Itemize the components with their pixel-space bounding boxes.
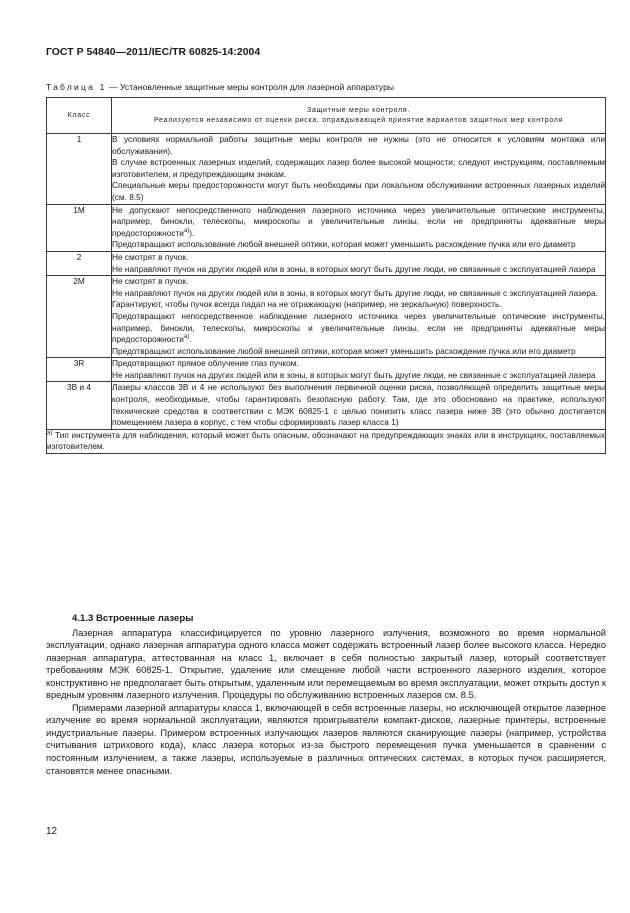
table-row	[47, 251, 606, 275]
measure-text-end: ).	[189, 227, 195, 238]
row-measures	[112, 276, 606, 358]
row-measures	[112, 204, 606, 251]
measure-line: Не направляют пучок на других людей или в зоны, в которых могут быть другие люди, не связанные с эксплуатацией лазера	[112, 369, 596, 380]
row-class: 3B и 4	[47, 382, 112, 429]
measure-line: Предотвращают прямое облучение глаз пучком.	[112, 358, 299, 369]
table-row	[47, 276, 606, 358]
section-embedded-lasers	[46, 613, 606, 777]
protective-measures-table	[46, 97, 606, 454]
section-paragraph: Примерами лазерной аппаратуры класса 1, включающей в себя встроенные лазеры, но исключающей открытое лазерное излучение во время нормальной эксплуатации, являются проигрыватели компакт-дисков, лазерные принтеры, встроенные индустриальные лазеры. Примером встроенных излучающих лазеров являются сканирующие лазеры (например, устройства считывания штрихового кода), класс лазера которых из-за быстрого перемещения пучка уменьшается в сравнении с постоянным излучением, а также лазеры, используемые в различных оптических системах, в которых пучок расширяется, становятся менее опасными.	[46, 702, 606, 776]
row-measures	[112, 382, 606, 429]
header-class: Класс	[47, 98, 112, 134]
footnote-ref: а)	[183, 334, 190, 341]
measure-line	[112, 311, 605, 346]
measure-line	[112, 205, 605, 240]
footnote-ref: а)	[183, 227, 190, 234]
table-header-row	[47, 98, 606, 134]
row-class: 2	[47, 251, 112, 275]
measure-line: Гарантируют, чтобы пучок всегда падал на не отражающую (например, не зеркальную) поверхность.	[112, 299, 502, 310]
table-footnote-row	[47, 429, 606, 453]
section-paragraph: Лазерная аппаратура классифицируется по уровню лазерного излучения, возможного во время нормальной эксплуатации, однако лазерная аппаратура одного класса может содержать встроенный лазер более высокого класса. Нередко лазерная аппаратура, аттестованная на класс 1, включает в себя полностью закрытый лазер, который соответствует требованиям МЭК 60825-1. Открытие, удаление или смещение любой части встроенного лазерного изделия, которое конструктивно не предполагает быть открытым, удаленным или перемещаемым во время эксплуатации, может открыть доступ к вредным уровням лазерного излучения. Процедуры по обслуживанию встроенных лазеров см. 8.5.	[46, 627, 606, 701]
measure-text-end: .	[189, 334, 192, 345]
measure-text: Не допускают непосредственного наблюдения лазерного источника через увеличительные оптические инструменты, например, бинокли, телескопы, микроскопы и увеличительные линзы, если не предприняты адекватные меры предосторожности	[112, 204, 605, 238]
row-class: 2M	[47, 276, 112, 358]
measure-line: Не направляют пучок на других людей или в зоны, в которых могут быть другие люди, не связанные с эксплуатацией лазера.	[112, 287, 598, 298]
row-class: 1	[47, 134, 112, 205]
row-measures	[112, 251, 606, 275]
section-title: 4.1.3 Встроенные лазеры	[72, 613, 194, 624]
table-row	[47, 358, 606, 382]
measure-line: Не направляют пучок на других людей или в зоны, в которых могут быть другие люди, не связанные с эксплуатацией лазера	[112, 263, 596, 274]
measure-text: Предотвращают непосредственное наблюдение лазерного источника через увеличительные оптические инструменты, например, бинокли, телескопы, микроскопы и увеличительные линзы, если не предприняты адекватные меры предосторожности	[112, 310, 605, 345]
row-class: 1M	[47, 204, 112, 251]
standard-header: ГОСТ Р 54840—2011/IEC/TR 60825-14:2004	[46, 47, 261, 58]
row-measures	[112, 358, 606, 382]
table-caption	[46, 82, 394, 92]
measure-line: Специальные меры предосторожности могут быть необходимы при локальном обслуживании встроенных лазерных изделий (см. 8.5)	[112, 180, 605, 202]
measure-line: Лазеры классов 3B и 4 не используют без выполнения первичной оценки риска, позволяющей определить защитные меры контроля, необходимые, чтобы гарантировать безопасную работу. Там, где это обосновано на практике, используют технические средства в соответствии с МЭК 60825-1 с целью понизить класс лазера ниже 3B (это обычно достигается помещением лазера в корпус, с тем чтобы сформировать лазер класса 1)	[112, 382, 605, 428]
table-row	[47, 382, 606, 429]
row-measures	[112, 134, 606, 205]
measure-line: Предотвращают использование любой внешней оптики, которая может уменьшить расхождение пучка или его диаметр	[112, 345, 576, 356]
footnote-mark: а)	[47, 430, 53, 437]
table-footnote	[47, 429, 606, 453]
table-row	[47, 134, 606, 205]
measure-line: Предотвращают использование любой внешней оптики, которая может уменьшить расхождение пучка или его диаметр	[112, 239, 576, 250]
header-measures-line-2: Реализуются независимо от оценки риска, оправдывающей принятие вариантов защитных мер контроля	[153, 116, 564, 124]
measure-line: В условиях нормальной работы защитные меры контроля не нужны (это не относится к условиям монтажа или обслуживания).	[112, 134, 605, 156]
measure-line: В случае встроенных лазерных изделий, содержащих лазер более высокой мощности, следуют инструкциям, поставляемым изготовителем, и предупреждающим знакам.	[112, 157, 605, 179]
header-measures-line-1: Защитные меры контроля.	[307, 106, 410, 114]
table-row	[47, 204, 606, 251]
measure-line: Не смотрят в пучок.	[112, 251, 189, 262]
footnote-text: Тип инструмента для наблюдения, который может быть опасным, обозначают на предупреждающих знаках или в инструкциях, поставляемых изготовителем.	[47, 430, 605, 452]
header-measures	[112, 98, 606, 134]
page-number: 12	[46, 826, 58, 837]
measure-line: Не смотрят в пучок.	[112, 276, 189, 287]
table-caption-text: — Установленные защитные меры контроля для лазерной аппаратуры	[106, 82, 395, 92]
table-caption-label: Таблица 1	[46, 82, 107, 92]
row-class: 3R	[47, 358, 112, 382]
